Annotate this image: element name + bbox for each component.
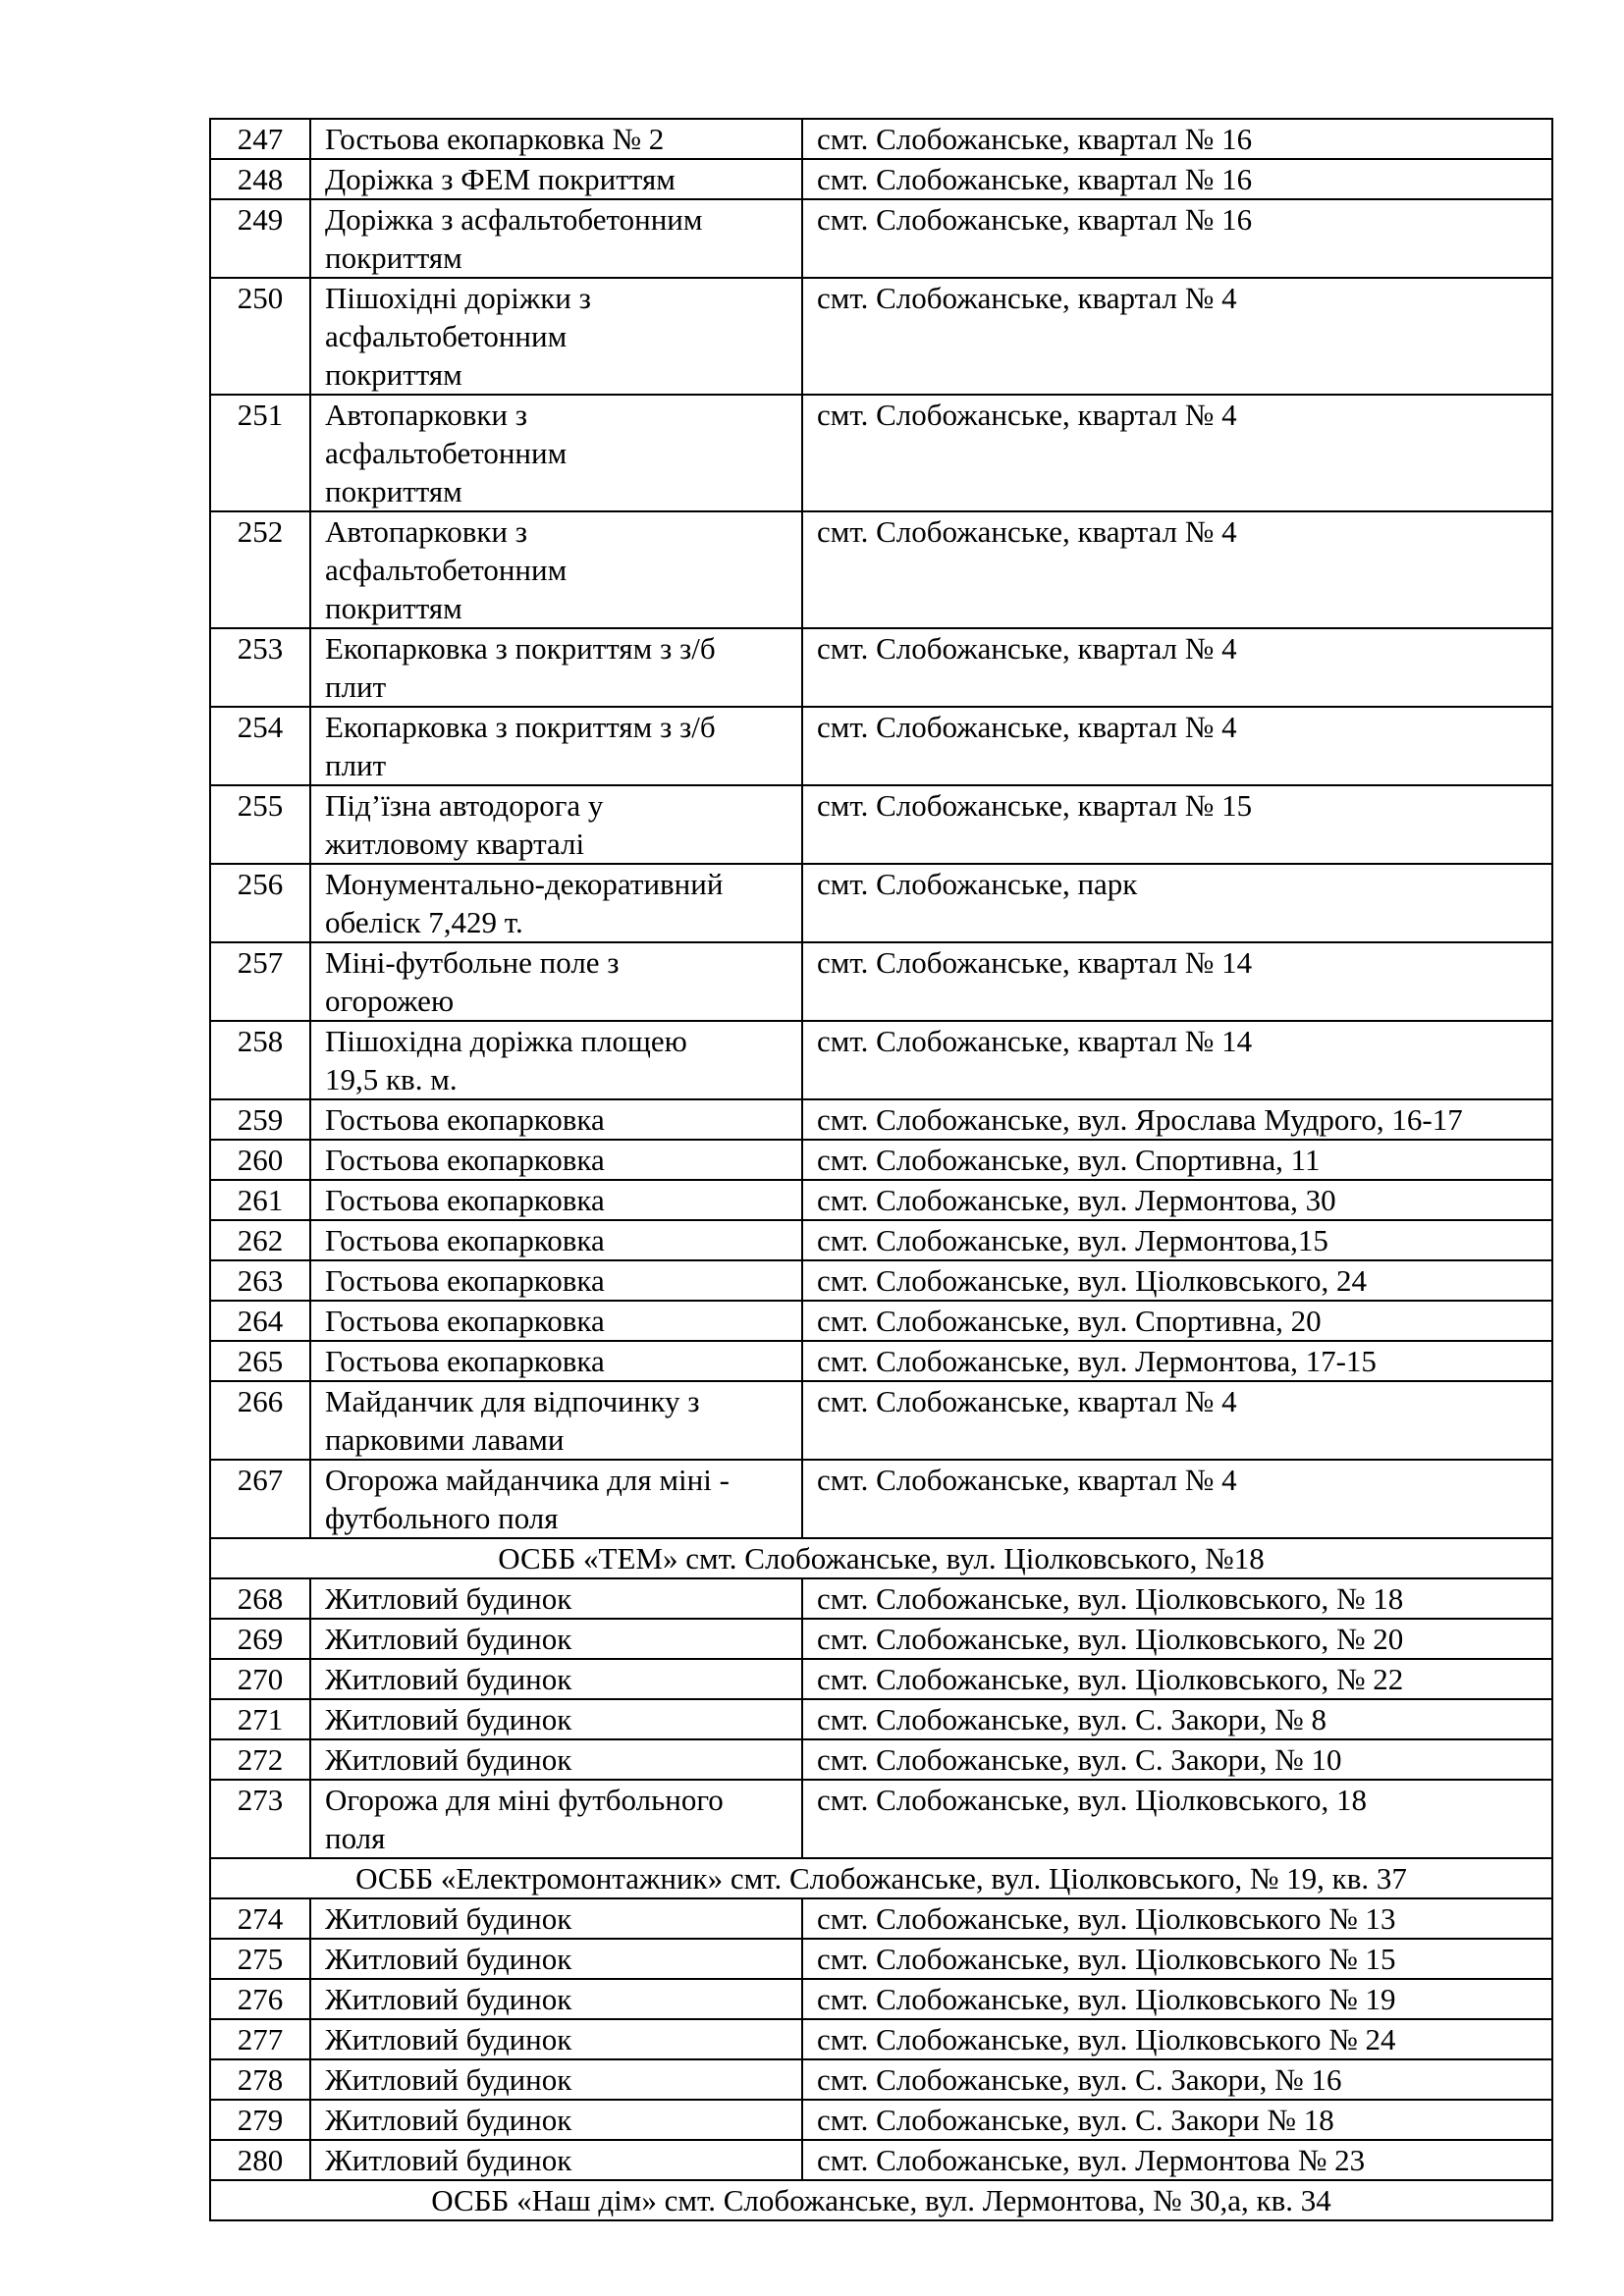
object-name: Екопарковка з покриттям з з/б плит [310, 707, 802, 785]
table-row [210, 1979, 1552, 2019]
group-header: ОСББ «ТЕМ» смт. Слобожанське, вул. Ціолковського, №18 [210, 1538, 1552, 1578]
object-address: смт. Слобожанське, вул. Спортивна, 20 [802, 1301, 1552, 1341]
row-number: 252 [210, 511, 310, 628]
table-row [210, 159, 1552, 199]
object-address: смт. Слобожанське, квартал № 15 [802, 785, 1552, 864]
table-row [210, 395, 1552, 511]
object-name: Житловий будинок [310, 1979, 802, 2019]
object-address: смт. Слобожанське, квартал № 4 [802, 628, 1552, 707]
table-row [210, 1460, 1552, 1538]
object-name: Гостьова екопарковка [310, 1341, 802, 1381]
table-row [210, 1659, 1552, 1699]
object-address: смт. Слобожанське, вул. Лермонтова,15 [802, 1220, 1552, 1260]
row-number: 262 [210, 1220, 310, 1260]
object-name: Гостьова екопарковка [310, 1099, 802, 1140]
row-number: 264 [210, 1301, 310, 1341]
table-row [210, 1341, 1552, 1381]
object-address: смт. Слобожанське, квартал № 4 [802, 1381, 1552, 1460]
row-number: 270 [210, 1659, 310, 1699]
row-number: 259 [210, 1099, 310, 1140]
object-address: смт. Слобожанське, вул. Ціолковського, 24 [802, 1260, 1552, 1301]
object-name: Житловий будинок [310, 1739, 802, 1780]
object-address: смт. Слобожанське, вул. Ціолковського, № 22 [802, 1659, 1552, 1699]
object-address: смт. Слобожанське, вул. Лермонтова, 17-15 [802, 1341, 1552, 1381]
object-name: Пішохідні доріжки з асфальтобетонним покриттям [310, 278, 802, 395]
object-name: Житловий будинок [310, 1659, 802, 1699]
table-row [210, 707, 1552, 785]
object-name: Доріжка з ФЕМ покриттям [310, 159, 802, 199]
table-row [210, 278, 1552, 395]
object-address: смт. Слобожанське, вул. Ціолковського № 24 [802, 2019, 1552, 2059]
object-address: смт. Слобожанське, вул. С. Закори, № 16 [802, 2059, 1552, 2100]
object-address: смт. Слобожанське, парк [802, 864, 1552, 942]
object-address: смт. Слобожанське, вул. Лермонтова, 30 [802, 1180, 1552, 1220]
table-row [210, 1699, 1552, 1739]
object-address: смт. Слобожанське, вул. Ціолковського № 19 [802, 1979, 1552, 2019]
row-number: 253 [210, 628, 310, 707]
table-row [210, 1099, 1552, 1140]
object-address: смт. Слобожанське, вул. Ціолковського, № 18 [802, 1578, 1552, 1619]
row-number: 265 [210, 1341, 310, 1381]
object-name: Під’їзна автодорога у житловому кварталі [310, 785, 802, 864]
object-name: Гостьова екопарковка [310, 1301, 802, 1341]
row-number: 257 [210, 942, 310, 1021]
object-name: Житловий будинок [310, 1619, 802, 1659]
table-row [210, 785, 1552, 864]
group-header: ОСББ «Наш дім» смт. Слобожанське, вул. Лермонтова, № 30,а, кв. 34 [210, 2180, 1552, 2220]
table-row [210, 1301, 1552, 1341]
object-address: смт. Слобожанське, квартал № 4 [802, 511, 1552, 628]
table-row [210, 1180, 1552, 1220]
table-row [210, 2100, 1552, 2140]
object-address: смт. Слобожанське, вул. С. Закори, № 10 [802, 1739, 1552, 1780]
object-name: Огорожа майданчика для міні - футбольного поля [310, 1460, 802, 1538]
row-number: 251 [210, 395, 310, 511]
row-number: 277 [210, 2019, 310, 2059]
table-row [210, 1780, 1552, 1858]
registry-table-body [210, 119, 1552, 2220]
object-name: Гостьова екопарковка № 2 [310, 119, 802, 159]
table-row [210, 1578, 1552, 1619]
object-name: Житловий будинок [310, 1578, 802, 1619]
object-address: смт. Слобожанське, вул. Ціолковського, 18 [802, 1780, 1552, 1858]
row-number: 249 [210, 199, 310, 278]
row-number: 275 [210, 1939, 310, 1979]
object-name: Гостьова екопарковка [310, 1180, 802, 1220]
object-address: смт. Слобожанське, квартал № 14 [802, 942, 1552, 1021]
group-header-row [210, 2180, 1552, 2220]
object-address: смт. Слобожанське, вул. Ціолковського № 13 [802, 1898, 1552, 1939]
table-row [210, 199, 1552, 278]
object-address: смт. Слобожанське, квартал № 4 [802, 1460, 1552, 1538]
object-name: Житловий будинок [310, 1898, 802, 1939]
row-number: 250 [210, 278, 310, 395]
table-row [210, 2140, 1552, 2180]
row-number: 260 [210, 1140, 310, 1180]
table-row [210, 1021, 1552, 1099]
row-number: 274 [210, 1898, 310, 1939]
table-row [210, 1739, 1552, 1780]
object-address: смт. Слобожанське, квартал № 16 [802, 119, 1552, 159]
row-number: 280 [210, 2140, 310, 2180]
object-address: смт. Слобожанське, вул. С. Закори № 18 [802, 2100, 1552, 2140]
object-name: Гостьова екопарковка [310, 1260, 802, 1301]
object-address: смт. Слобожанське, квартал № 16 [802, 199, 1552, 278]
table-row [210, 942, 1552, 1021]
row-number: 247 [210, 119, 310, 159]
object-name: Майданчик для відпочинку з парковими лавами [310, 1381, 802, 1460]
table-row [210, 1140, 1552, 1180]
object-name: Автопарковки з асфальтобетонним покриттям [310, 395, 802, 511]
table-row [210, 119, 1552, 159]
object-address: смт. Слобожанське, квартал № 14 [802, 1021, 1552, 1099]
row-number: 268 [210, 1578, 310, 1619]
row-number: 276 [210, 1979, 310, 2019]
object-name: Гостьова екопарковка [310, 1220, 802, 1260]
table-row [210, 1220, 1552, 1260]
row-number: 279 [210, 2100, 310, 2140]
object-name: Житловий будинок [310, 2019, 802, 2059]
object-name: Доріжка з асфальтобетонним покриттям [310, 199, 802, 278]
object-address: смт. Слобожанське, вул. Ярослава Мудрого, 16-17 [802, 1099, 1552, 1140]
row-number: 266 [210, 1381, 310, 1460]
row-number: 273 [210, 1780, 310, 1858]
object-address: смт. Слобожанське, вул. Спортивна, 11 [802, 1140, 1552, 1180]
group-header-row [210, 1858, 1552, 1898]
row-number: 248 [210, 159, 310, 199]
row-number: 258 [210, 1021, 310, 1099]
object-name: Пішохідна доріжка площею 19,5 кв. м. [310, 1021, 802, 1099]
table-row [210, 628, 1552, 707]
object-name: Житловий будинок [310, 2100, 802, 2140]
property-registry-table [209, 118, 1553, 2221]
object-name: Автопарковки з асфальтобетонним покриттям [310, 511, 802, 628]
table-row [210, 1939, 1552, 1979]
object-name: Житловий будинок [310, 2059, 802, 2100]
table-row [210, 864, 1552, 942]
object-name: Житловий будинок [310, 2140, 802, 2180]
table-row [210, 1898, 1552, 1939]
object-name: Міні-футбольне поле з огорожею [310, 942, 802, 1021]
table-row [210, 1619, 1552, 1659]
object-address: смт. Слобожанське, вул. Ціолковського № 15 [802, 1939, 1552, 1979]
row-number: 278 [210, 2059, 310, 2100]
row-number: 272 [210, 1739, 310, 1780]
object-address: смт. Слобожанське, вул. С. Закори, № 8 [802, 1699, 1552, 1739]
group-header: ОСББ «Електромонтажник» смт. Слобожанське, вул. Ціолковського, № 19, кв. 37 [210, 1858, 1552, 1898]
table-row [210, 2059, 1552, 2100]
object-address: смт. Слобожанське, квартал № 4 [802, 395, 1552, 511]
row-number: 269 [210, 1619, 310, 1659]
object-name: Житловий будинок [310, 1699, 802, 1739]
object-address: смт. Слобожанське, квартал № 4 [802, 278, 1552, 395]
object-name: Житловий будинок [310, 1939, 802, 1979]
row-number: 267 [210, 1460, 310, 1538]
object-name: Огорожа для міні футбольного поля [310, 1780, 802, 1858]
object-name: Екопарковка з покриттям з з/б плит [310, 628, 802, 707]
row-number: 261 [210, 1180, 310, 1220]
object-name: Монументально-декоративний обеліск 7,429 т. [310, 864, 802, 942]
row-number: 271 [210, 1699, 310, 1739]
group-header-row [210, 1538, 1552, 1578]
table-row [210, 1381, 1552, 1460]
object-name: Гостьова екопарковка [310, 1140, 802, 1180]
object-address: смт. Слобожанське, вул. Лермонтова № 23 [802, 2140, 1552, 2180]
table-row [210, 2019, 1552, 2059]
document-page [209, 118, 1551, 2221]
row-number: 254 [210, 707, 310, 785]
row-number: 255 [210, 785, 310, 864]
object-address: смт. Слобожанське, квартал № 4 [802, 707, 1552, 785]
object-address: смт. Слобожанське, вул. Ціолковського, № 20 [802, 1619, 1552, 1659]
table-row [210, 511, 1552, 628]
row-number: 256 [210, 864, 310, 942]
row-number: 263 [210, 1260, 310, 1301]
object-address: смт. Слобожанське, квартал № 16 [802, 159, 1552, 199]
table-row [210, 1260, 1552, 1301]
